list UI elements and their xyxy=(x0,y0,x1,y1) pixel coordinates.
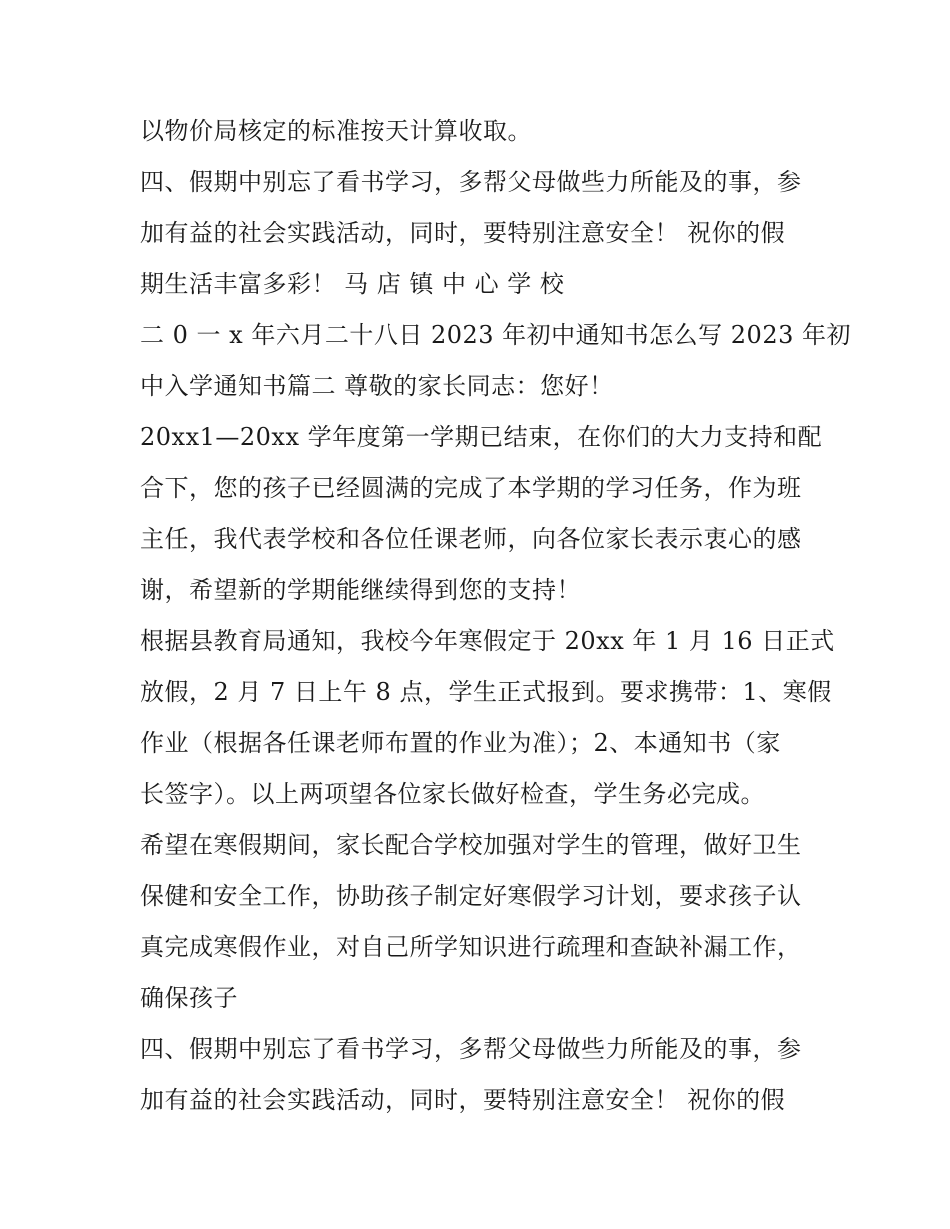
text-line: 长签字）。以上两项望各位家长做好检查，学生务必完成。 xyxy=(140,780,765,808)
text-line: 以物价局核定的标准按天计算收取。 xyxy=(140,117,532,145)
text-line: 加有益的社会实践活动，同时，要特别注意安全！ 祝你的假 xyxy=(140,1086,786,1114)
text-line: 合下，您的孩子已经圆满的完成了本学期的学习任务，作为班 xyxy=(140,474,802,502)
text-line: 主任，我代表学校和各位任课老师，向各位家长表示衷心的感 xyxy=(140,525,802,553)
text-line: 真完成寒假作业，对自己所学知识进行疏理和查缺补漏工作， xyxy=(140,933,802,961)
text-line: 根据县教育局通知，我校今年寒假定于 20xx 年 1 月 16 日正式 xyxy=(140,627,835,655)
text-line: 期生活丰富多彩！ 马 店 镇 中 心 学 校 xyxy=(140,270,565,298)
text-line: 希望在寒假期间，家长配合学校加强对学生的管理，做好卫生 xyxy=(140,831,802,859)
text-line: 20xx1—20xx 学年度第一学期已结束，在你们的大力支持和配 xyxy=(140,423,823,451)
text-line: 确保孩子 xyxy=(140,984,238,1012)
text-line: 谢，希望新的学期能继续得到您的支持！ xyxy=(140,576,581,604)
document-body xyxy=(140,106,851,1126)
text-line: 二 0 一 x 年六月二十八日 2023 年初中通知书怎么写 2023 年初 xyxy=(140,321,851,349)
text-line: 保健和安全工作，协助孩子制定好寒假学习计划，要求孩子认 xyxy=(140,882,802,910)
text-line: 四、假期中别忘了看书学习，多帮父母做些力所能及的事，参 xyxy=(140,1035,802,1063)
text-line: 放假，2 月 7 日上午 8 点，学生正式报到。要求携带：1、寒假 xyxy=(140,678,832,706)
text-line: 中入学通知书篇二 尊敬的家长同志：您好！ xyxy=(140,372,614,400)
text-line: 作业（根据各任课老师布置的作业为准）；2、本通知书（家 xyxy=(140,729,781,757)
text-line: 加有益的社会实践活动，同时，要特别注意安全！ 祝你的假 xyxy=(140,219,786,247)
text-line: 四、假期中别忘了看书学习，多帮父母做些力所能及的事，参 xyxy=(140,168,802,196)
